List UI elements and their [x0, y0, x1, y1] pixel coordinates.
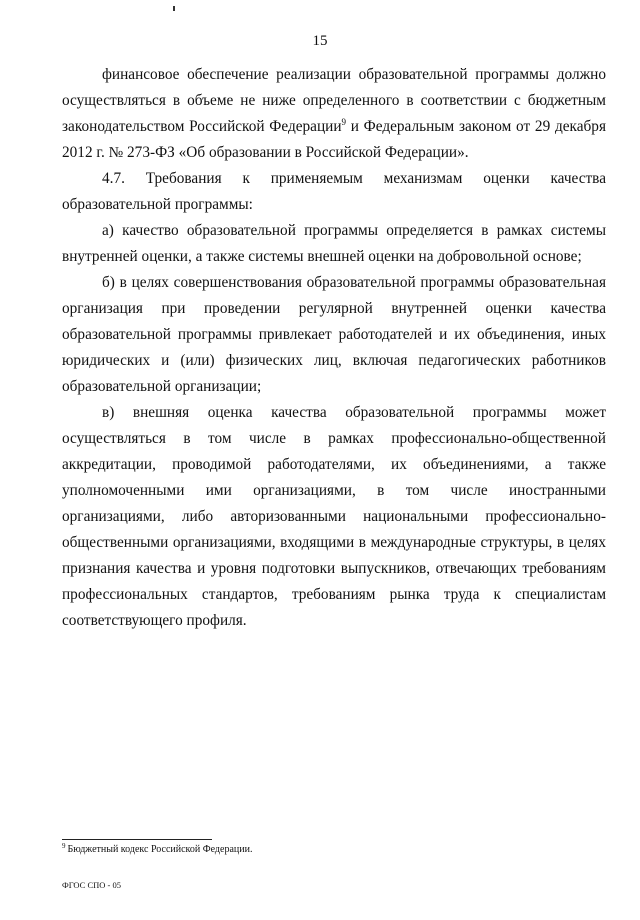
paragraph-item-c: в) внешняя оценка качества образовательной программы может осуществляться в том числе в рамках профессионально-общественной аккредитации, проводимой работодателями, их объединениями, а также уполномоченными ими организациями, в том числе иностранными организациями, либо авторизованными национальными профессионально-общественными организациями, входящими в международные структуры, в целях признания качества и уровня подготовки выпускников, отвечающих требованиям профессиональных стандартов, требованиям рынка труда к специалистам соответствующего профиля.: [62, 404, 606, 629]
paragraph-item-a: а) качество образовательной программы определяется в рамках системы внутренней оценки, а также системы внешней оценки на добровольной основе;: [62, 222, 606, 265]
paragraph-funding-text: финансовое обеспечение реализации образовательной программы должно осуществляться в объеме не ниже определенного в соответствии с бюджетным законодательством Российской Федерации: [62, 66, 606, 135]
footnote-number: 9: [62, 841, 66, 850]
footnote-divider: [62, 839, 212, 840]
footnote-reference: 9: [341, 116, 347, 127]
paragraph-4-7-heading: 4.7. Требования к применяемым механизмам оценки качества образовательной программы:: [62, 170, 606, 213]
scan-mark: [173, 6, 175, 11]
footnote-text: Бюджетный кодекс Российской Федерации.: [67, 844, 253, 855]
paragraph-funding-text-end: и Федеральным законом от 29 декабря 2012 г. № 273-ФЗ «Об образовании в Российской Федерации».: [62, 118, 606, 161]
page-number: 15: [312, 33, 328, 49]
footnote: [62, 841, 253, 855]
paragraph-item-b: б) в целях совершенствования образовательной программы образовательная организация при проведении регулярной внутренней оценки качества образовательной программы привлекает работодателей и их объединения, иных юридических и (или) физических лиц, включая педагогических работников образовательной организации;: [62, 274, 606, 395]
main-text: [62, 62, 606, 634]
paragraph-funding: [62, 62, 606, 166]
document-code: ФГОС СПО - 05: [62, 880, 121, 890]
